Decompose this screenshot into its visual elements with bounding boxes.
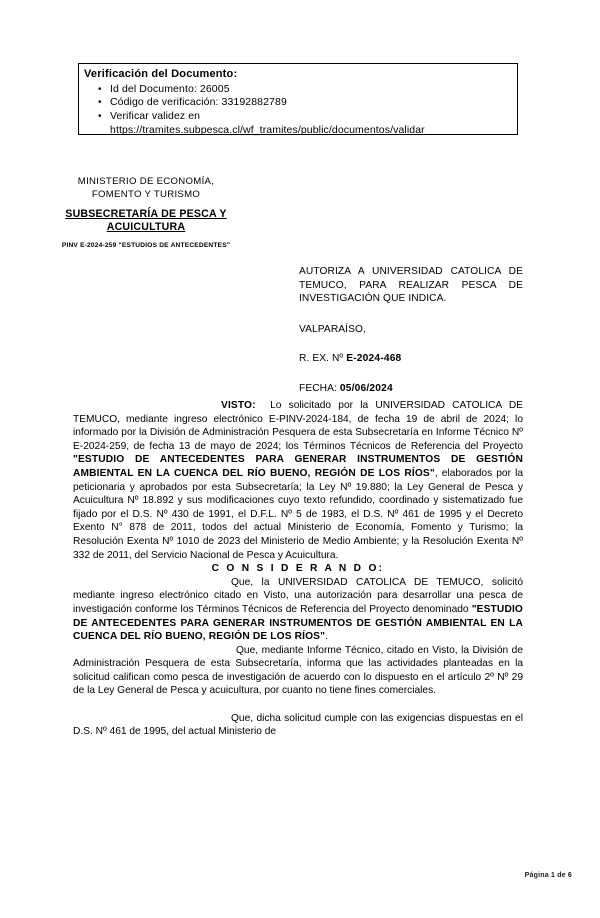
subsecretaria-name bbox=[26, 208, 266, 234]
visto-project-title: "ESTUDIO DE ANTECEDENTES PARA GENERAR INSTRUMENTOS DE GESTIÓN AMBIENTAL EN LA CUENCA DEL RÍO BUENO, REGIÓN DE LOS RÍOS" bbox=[73, 454, 523, 479]
considerando-paragraph-1 bbox=[73, 576, 523, 644]
verification-item-code: • Código de verificación: 33192882789 bbox=[110, 96, 524, 110]
considerando-paragraph-2 bbox=[73, 644, 523, 698]
resolution-subject: AUTORIZA A UNIVERSIDAD CATOLICA DE TEMUCO, PARA REALIZAR PESCA DE INVESTIGACIÓN QUE INDICA. bbox=[299, 266, 523, 305]
verification-list bbox=[84, 83, 524, 138]
considerando-label: C O N S I D E R A N D O: bbox=[211, 563, 385, 575]
resolution-heading bbox=[299, 265, 523, 396]
verification-item-id: • Id del Documento: 26005 bbox=[110, 83, 524, 97]
paragraph-spacer bbox=[73, 698, 523, 712]
resolution-city: VALPARAÍSO, bbox=[299, 323, 366, 335]
ministry-name bbox=[26, 176, 266, 201]
visto-paragraph bbox=[73, 399, 523, 562]
visto-text-1: Lo solicitado por la UNIVERSIDAD CATOLICA DE TEMUCO, mediante ingreso electrónico E-PINV-2024-184, de fecha 19 de abril de 2024; lo informado por la División de Administración Pesquera de esta Subsecretaría en Informe Técnico Nº E-2024-259, de fecha 13 de mayo de 2024; los Términos Técnicos de Referencia del Proyecto bbox=[73, 400, 523, 452]
considerando-1-text-2: . bbox=[325, 631, 328, 643]
considerando-paragraph-3 bbox=[73, 712, 523, 739]
considerando-1-text-1: Que, la UNIVERSIDAD CATOLICA DE TEMUCO, solicitó mediante ingreso electrónico citado en Visto, una autorización para desarrollar una pesca de investigación conforme los Términos Técnicos de Referencia del Proyecto denominado bbox=[73, 576, 523, 615]
letterhead bbox=[26, 176, 266, 250]
page-footer: Página 1 de 6 bbox=[524, 872, 572, 879]
considerando-3-text: Que, dicha solicitud cumple con las exigencias dispuestas en el D.S. Nº 461 de 1995, del actual Ministerio de bbox=[73, 712, 523, 738]
resolution-date-value: 05/06/2024 bbox=[339, 382, 393, 394]
ministry-line-1: MINISTERIO DE ECONOMÍA, bbox=[77, 176, 215, 187]
resolution-number-label: R. EX. Nº bbox=[299, 353, 344, 365]
document-body bbox=[73, 399, 523, 739]
resolution-number bbox=[299, 352, 523, 366]
resolution-number-value: E-2024-468 bbox=[346, 353, 402, 365]
ministry-line-2: FOMENTO Y TURISMO bbox=[91, 188, 201, 200]
verification-validate-label: Verificar validez en bbox=[110, 109, 201, 122]
visto-text-2: , elaborados por la peticionaria y aprobados por esta Subsecretaría; la Ley Nº 19.880; la Ley General de Pesca y Acuicultura Nº 18.892 y sus modificaciones cuyo texto refundido, coordinado y sistematizado fue fijado por el D.S. Nº 430 de 1991, el D.F.L. Nº 5 de 1983, el D.S. Nº 461 de 1995 y el Decreto Exento N° 878 de 2011, todos del actual Ministerio de Economía, Fomento y Turismo; la Resolución Exenta Nº 1010 de 2023 del Ministerio de Medio Ambiente; y la Resolución Exenta Nº 332 de 2011, del Servicio Nacional de Pesca y Acuicultura. bbox=[73, 467, 523, 561]
resolution-date-label: FECHA: bbox=[299, 382, 337, 394]
verification-item-validate bbox=[110, 110, 524, 137]
verification-box bbox=[84, 64, 524, 137]
resolution-date bbox=[299, 382, 523, 396]
letterhead-reference: PINV E-2024-259 "ESTUDIOS DE ANTECEDENTES" bbox=[61, 242, 231, 249]
verification-url[interactable]: https://tramites.subpesca.cl/wf_tramites/public/documentos/validar bbox=[110, 123, 425, 136]
considerando-2-text: Que, mediante Informe Técnico, citado en Visto, la División de Administración Pesquera de esta Subsecretaría, informa que las actividades planteadas en la solicitud califican como pesca de investigación de acuerdo con lo dispuesto en el artículo 2º Nº 29 de la Ley General de Pesca y acuicultura, por cuanto no tiene fines comerciales. bbox=[73, 644, 523, 697]
subsecretaria-line-1: SUBSECRETARÍA DE PESCA Y bbox=[65, 208, 227, 220]
subsecretaria-line-2: ACUICULTURA bbox=[106, 221, 186, 233]
verification-title: Verificación del Documento: bbox=[84, 68, 238, 80]
visto-label: VISTO: bbox=[221, 400, 256, 411]
considerando-1-project-title: "ESTUDIO DE ANTECEDENTES PARA GENERAR INSTRUMENTOS DE GESTIÓN AMBIENTAL EN LA CUENCA DEL RÍO BUENO, REGIÓN DE LOS RÍOS" bbox=[73, 603, 523, 643]
